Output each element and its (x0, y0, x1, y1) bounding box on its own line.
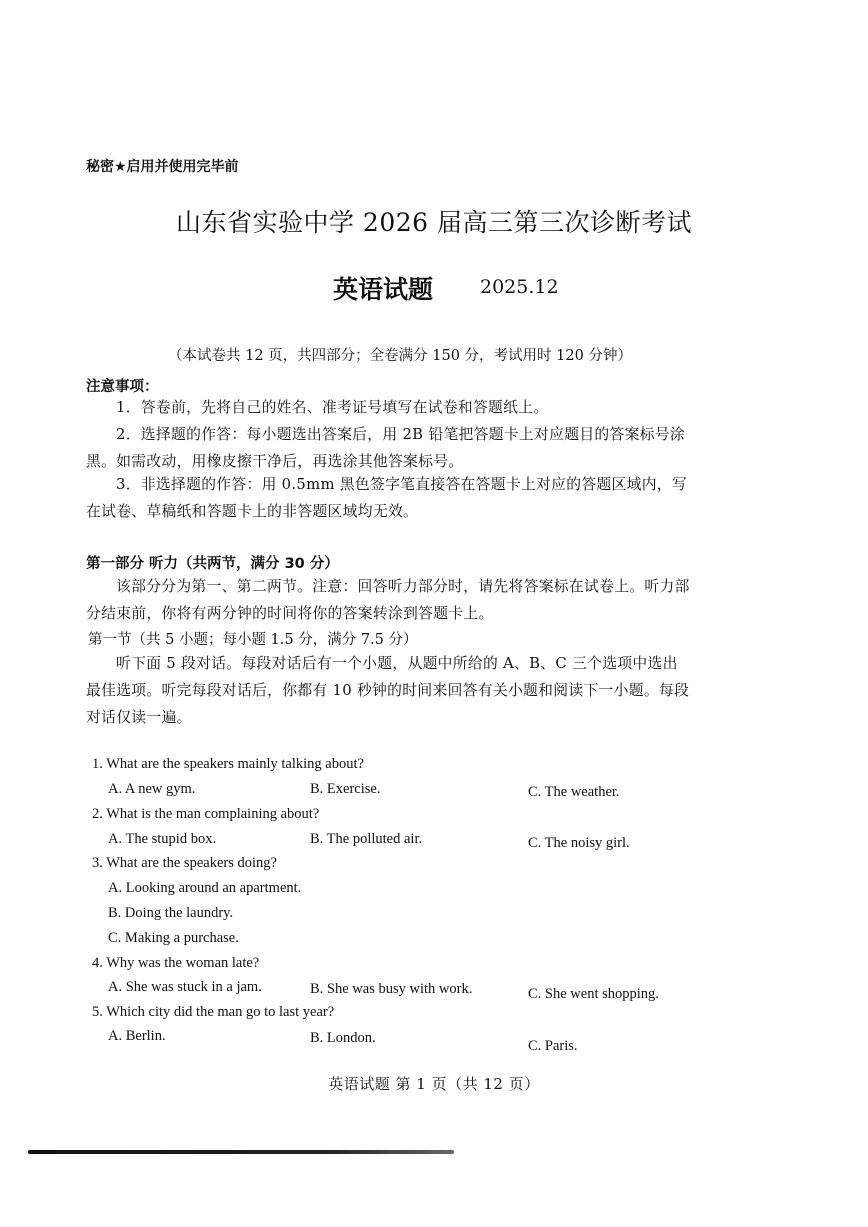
section1-intro: 听下面 5 段对话。每段对话后有一个小题，从题中所给的 A、B、C 三个选项中选出最佳选项。听完每段对话后，你都有 10 秒钟的时间来回答有关小题和阅读下一小题。每段对话仅读一遍。 (86, 655, 690, 726)
question-3-stem: 3. What are the speakers doing? (92, 855, 277, 871)
note-item-3: 3．非选择题的作答：用 0.5mm 黑色签字笔直接答在答题卡上对应的答题区域内，写在试卷、草稿纸和答题卡上的非答题区域均无效。 (86, 476, 688, 520)
question-1-option-b: B. Exercise. (310, 781, 381, 797)
question-1-stem: 1. What are the speakers mainly talking about? (92, 756, 364, 772)
question-4-option-b: B. She was busy with work. (310, 981, 473, 997)
part1-heading: 第一部分 听力（共两节，满分 30 分） (86, 556, 339, 572)
question-3-option-a: A. Looking around an apartment. (108, 880, 302, 896)
question-3-option-b: B. Doing the laundry. (108, 905, 234, 921)
question-3-option-c: C. Making a purchase. (108, 930, 239, 946)
question-2-stem: 2. What is the man complaining about? (92, 806, 320, 822)
exam-title: 山东省实验中学 2026 届高三第三次诊断考试 (175, 208, 693, 237)
subject-title: 英语试题 (333, 275, 434, 304)
question-1-option-a: A. A new gym. (108, 781, 196, 797)
exam-date: 2025.12 (480, 276, 559, 298)
section1-heading: 第一节（共 5 小题；每小题 1.5 分，满分 7.5 分） (88, 632, 418, 648)
question-5-option-b: B. London. (310, 1030, 376, 1046)
question-4-option-a: A. She was stuck in a jam. (108, 979, 262, 995)
question-2-option-c: C. The noisy girl. (528, 835, 630, 851)
notes-heading: 注意事项： (86, 379, 159, 395)
question-1-option-c: C. The weather. (528, 784, 620, 800)
note-item-2: 2．选择题的作答：每小题选出答案后，用 2B 铅笔把答题卡上对应题目的答案标号涂黑。如需改动，用橡皮擦干净后，再选涂其他答案标号。 (86, 426, 686, 470)
question-5-option-a: A. Berlin. (108, 1028, 166, 1044)
scan-artifact-line (28, 1150, 454, 1154)
paper-info: （本试卷共 12 页，共四部分；全卷满分 150 分，考试用时 120 分钟） (168, 348, 632, 364)
question-5-option-c: C. Paris. (528, 1038, 578, 1054)
question-4-option-c: C. She went shopping. (528, 986, 659, 1002)
question-2-option-a: A. The stupid box. (108, 831, 217, 847)
part1-intro: 该部分分为第一、第二两节。注意：回答听力部分时，请先将答案标在试卷上。听力部分结束前，你将有两分钟的时间将你的答案转涂到答题卡上。 (86, 578, 690, 622)
question-2-option-b: B. The polluted air. (310, 831, 423, 847)
question-4-stem: 4. Why was the woman late? (92, 955, 260, 971)
question-5-stem: 5. Which city did the man go to last year? (92, 1004, 335, 1020)
confidentiality-notice: 秘密★启用并使用完毕前 (86, 159, 239, 175)
page-footer: 英语试题 第 1 页（共 12 页） (328, 1075, 540, 1093)
note-item-1: 1．答卷前，先将自己的姓名、准考证号填写在试卷和答题纸上。 (116, 399, 549, 416)
